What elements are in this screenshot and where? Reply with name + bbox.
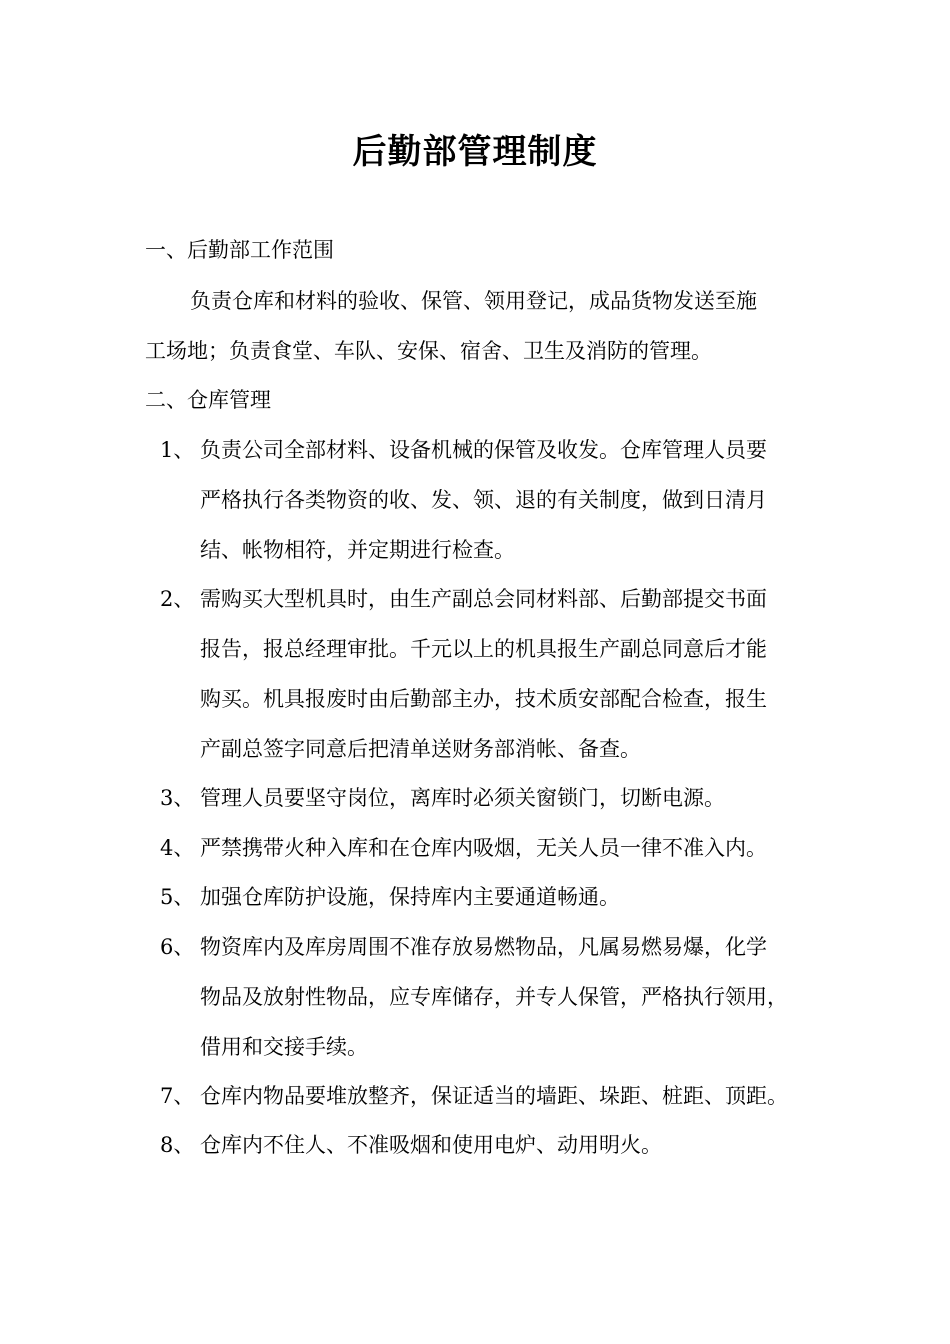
paragraph-line: 工场地；负责食堂、车队、安保、宿舍、卫生及消防的管理。 xyxy=(145,339,712,363)
list-item-text: 物品及放射性物品，应专库储存，并专人保管，严格执行领用， xyxy=(200,985,788,1009)
list-item-number: 4、 xyxy=(160,836,195,860)
list-item-number: 3、 xyxy=(160,786,195,810)
list-item-text: 负责公司全部材料、设备机械的保管及收发。仓库管理人员要 xyxy=(200,438,767,462)
list-item-text: 产副总签字同意后把清单送财务部消帐、备查。 xyxy=(200,737,641,761)
list-item xyxy=(160,584,820,784)
list-item-text: 加强仓库防护设施，保持库内主要通道畅通。 xyxy=(200,885,620,909)
list-item-text: 购买。机具报废时由后勤部主办，技术质安部配合检查，报生 xyxy=(200,687,767,711)
list-item-number: 1、 xyxy=(160,438,195,462)
list-item xyxy=(160,1130,820,1180)
list-item-text: 报告，报总经理审批。千元以上的机具报生产副总同意后才能 xyxy=(200,637,767,661)
list-item-number: 7、 xyxy=(160,1084,195,1108)
list-item-number: 6、 xyxy=(160,935,195,959)
list-item-text: 严禁携带火种入库和在仓库内吸烟，无关人员一律不准入内。 xyxy=(200,836,767,860)
list-item xyxy=(160,783,820,833)
list-item-text: 仓库内物品要堆放整齐，保证适当的墙距、垛距、桩距、顶距。 xyxy=(200,1084,788,1108)
list-item xyxy=(160,932,820,1082)
paragraph-line: 负责仓库和材料的验收、保管、领用登记，成品货物发送至施 xyxy=(190,289,757,313)
list-item-number: 5、 xyxy=(160,885,195,909)
list-item-text: 管理人员要坚守岗位，离库时必须关窗锁门，切断电源。 xyxy=(200,786,725,810)
list-item-text: 需购买大型机具时，由生产副总会同材料部、后勤部提交书面 xyxy=(200,587,767,611)
list-item-number: 2、 xyxy=(160,587,195,611)
section-heading-work-scope: 一、后勤部工作范围 xyxy=(145,238,334,262)
list-item-text: 仓库内不住人、不准吸烟和使用电炉、动用明火。 xyxy=(200,1133,662,1157)
list-item-text: 严格执行各类物资的收、发、领、退的有关制度，做到日清月 xyxy=(200,488,767,512)
list-item-text: 物资库内及库房周围不准存放易燃物品，凡属易燃易爆，化学 xyxy=(200,935,767,959)
list-item-text: 借用和交接手续。 xyxy=(200,1035,368,1059)
list-item-text: 结、帐物相符，并定期进行检查。 xyxy=(200,538,515,562)
list-item xyxy=(160,435,820,585)
list-item xyxy=(160,833,820,883)
section-heading-warehouse: 二、仓库管理 xyxy=(145,388,271,412)
list-item xyxy=(160,1081,820,1131)
list-item xyxy=(160,882,820,932)
list-item-number: 8、 xyxy=(160,1133,195,1157)
document-title: 后勤部管理制度 xyxy=(352,132,598,172)
